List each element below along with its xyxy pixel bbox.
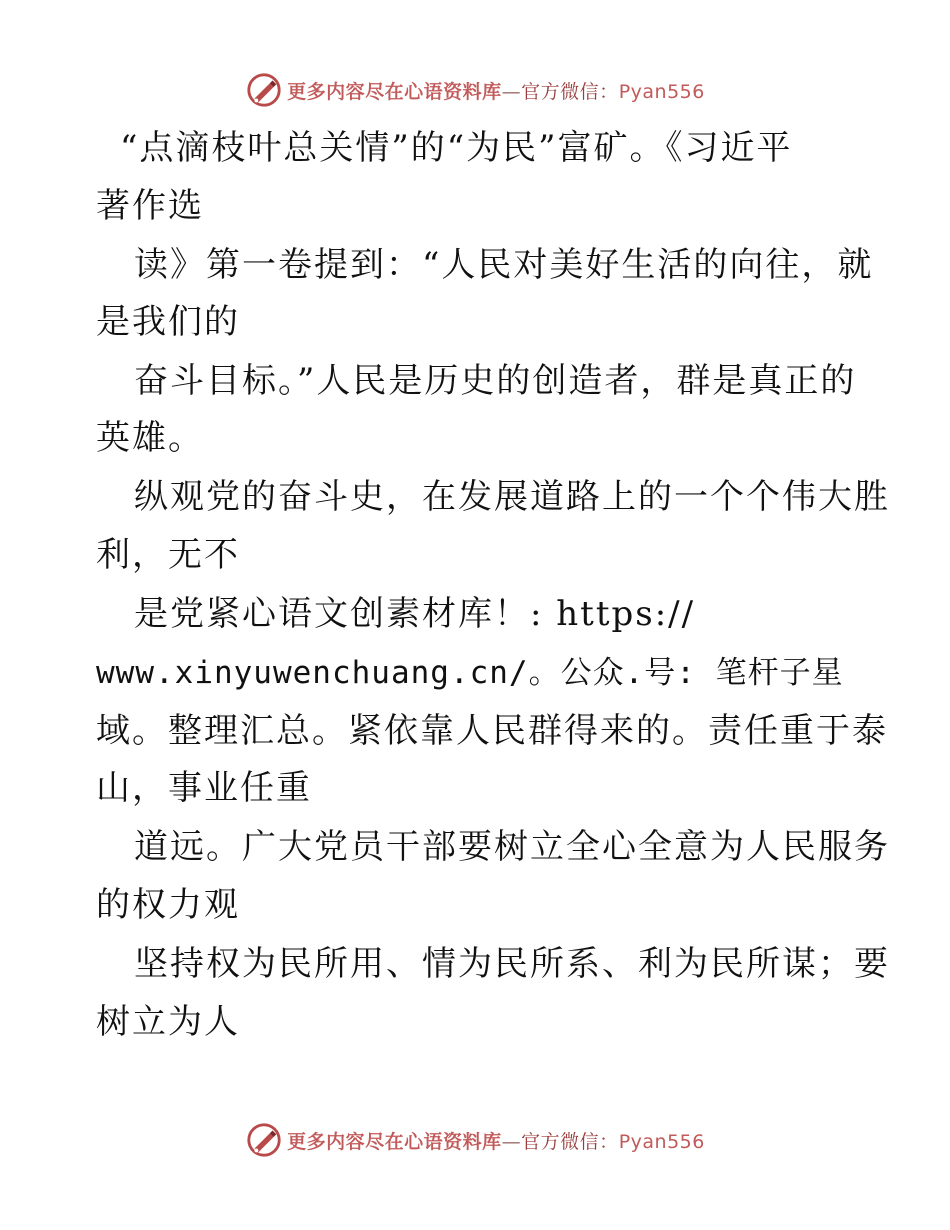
body-line-url: www.xinyuwenchuang.cn/。公众.号: 笔杆子星 <box>96 655 844 691</box>
footer-brand-text: 更多内容尽在心语资料库 <box>287 1130 502 1153</box>
header-banner <box>0 68 950 112</box>
body-line: 的权力观 <box>96 885 240 925</box>
body-line: 域。整理汇总。紧依靠人民群得来的。责任重于泰 <box>96 711 888 751</box>
footer-banner-text <box>287 1127 705 1154</box>
body-line: 读》第一卷提到：“人民对美好生活的向往，就 <box>134 245 874 285</box>
body-line: 著作选 <box>96 186 204 226</box>
body-line: 利，无不 <box>96 535 240 575</box>
body-line: 道远。广大党员干部要树立全心全意为人民服务 <box>134 827 890 867</box>
footer-wechat-label: 官方微信： <box>521 1130 619 1153</box>
body-line: “点滴枝叶总关情”的“为民”富矿。《习近平 <box>120 128 793 168</box>
body-line: 奋斗目标。”人民是历史的创造者，群是真正的 <box>134 361 857 401</box>
header-dash: — <box>501 80 522 103</box>
footer-dash: — <box>501 1130 522 1153</box>
header-brand-text: 更多内容尽在心语资料库 <box>287 80 502 103</box>
footer-banner <box>0 1118 950 1162</box>
footer-wechat-handle: Pyan556 <box>618 1130 705 1153</box>
body-line: 纵观党的奋斗史，在发展道路上的一个个伟大胜 <box>134 477 890 517</box>
body-line: 树立为人 <box>96 1002 240 1042</box>
body-line: 坚持权为民所用、情为民所系、利为民所谋；要 <box>134 944 890 984</box>
header-wechat-label: 官方微信： <box>521 80 619 103</box>
pen-logo-icon <box>245 71 283 109</box>
body-line: 是我们的 <box>96 302 240 342</box>
header-wechat-handle: Pyan556 <box>618 80 705 103</box>
header-banner-text <box>287 77 705 104</box>
pen-logo-icon <box>245 1121 283 1159</box>
body-line: 山，事业任重 <box>96 768 312 808</box>
body-line: 英雄。 <box>96 418 204 458</box>
body-line: 是党紧心语文创素材库！: https:// <box>134 594 696 634</box>
